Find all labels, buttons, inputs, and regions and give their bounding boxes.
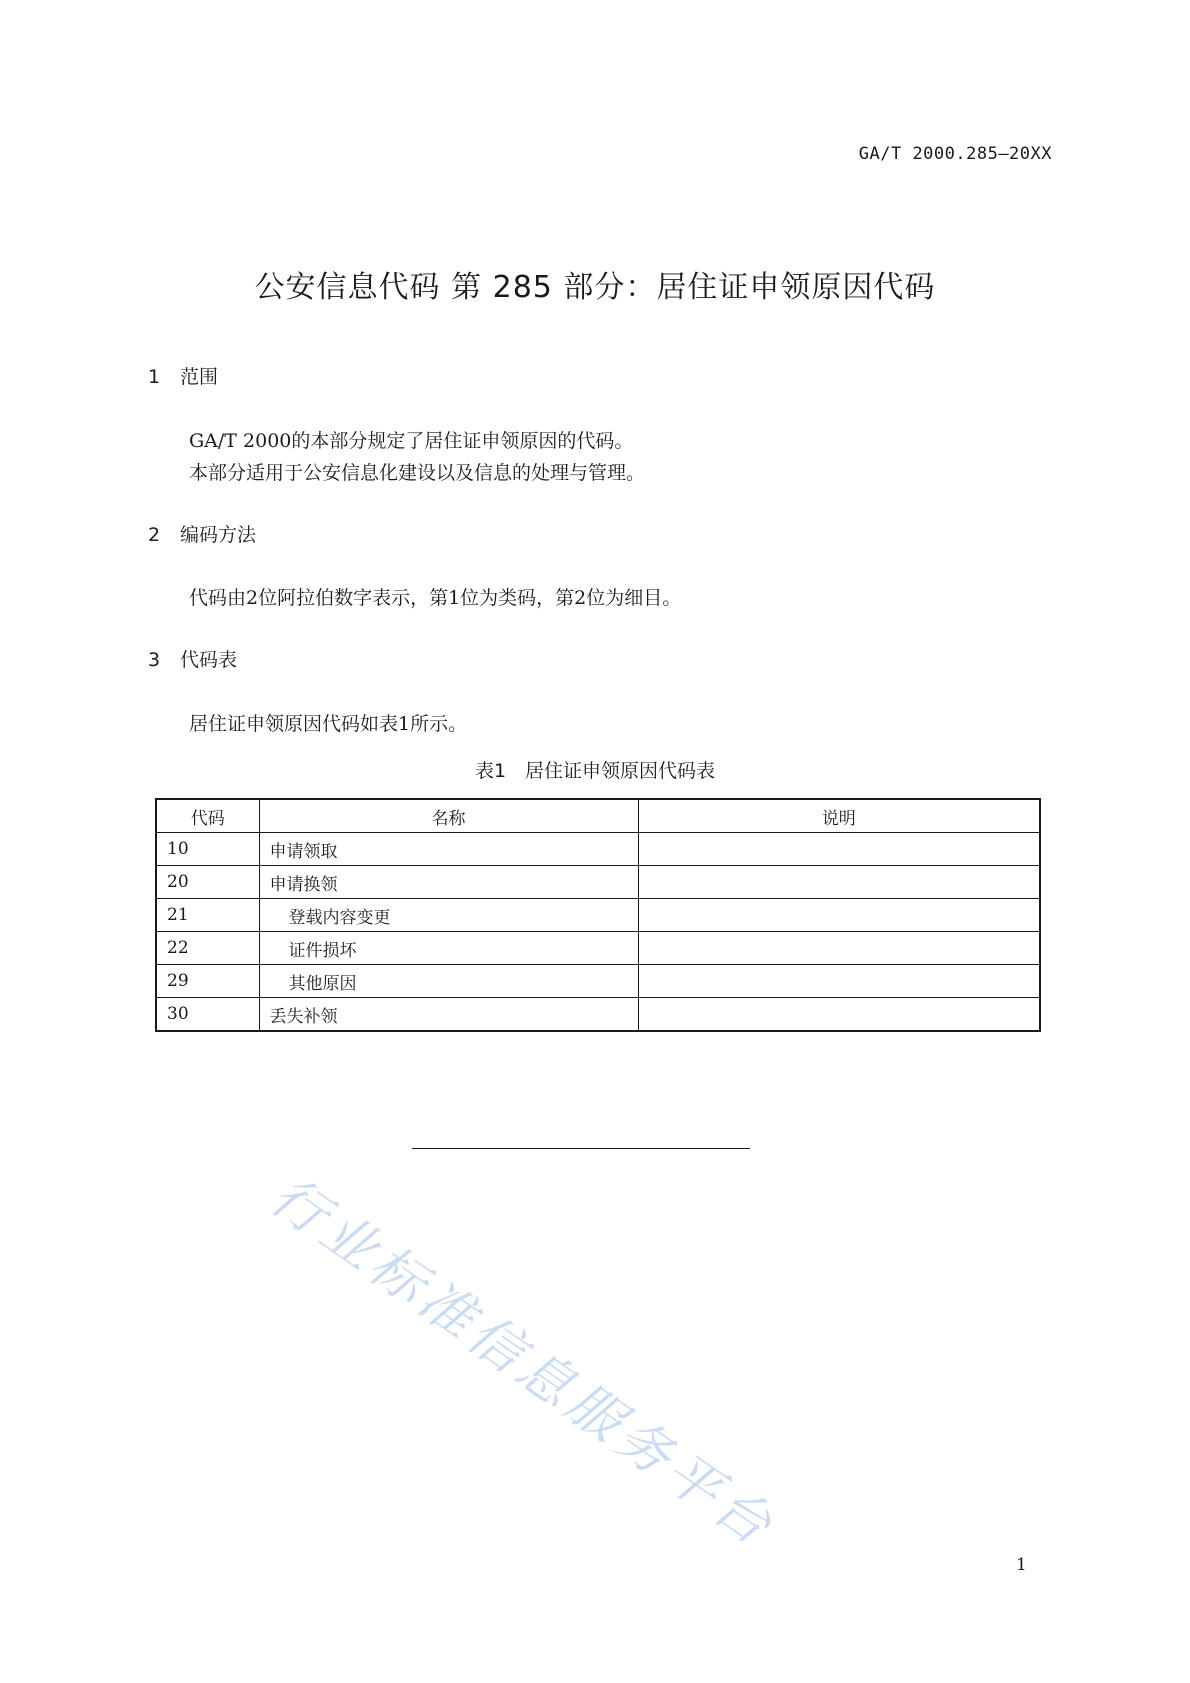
cell-note xyxy=(638,899,1040,932)
table-row xyxy=(156,932,1040,965)
section-heading-method xyxy=(148,520,256,547)
method-paragraph: 代码由2位阿拉伯数字表示，第1位为类码，第2位为细目。 xyxy=(189,587,682,609)
cell-code: 22 xyxy=(156,932,259,965)
page-number: 1 xyxy=(1016,1555,1027,1575)
cell-code: 21 xyxy=(156,899,259,932)
cell-name: 申请换领 xyxy=(259,866,638,899)
cell-note xyxy=(638,998,1040,1032)
scope-paragraph-1: GA/T 2000的本部分规定了居住证申领原因的代码。 xyxy=(189,430,634,452)
section-heading-scope xyxy=(148,362,218,389)
cell-note xyxy=(638,866,1040,899)
table-row xyxy=(156,965,1040,998)
cell-code: 30 xyxy=(156,998,259,1032)
cell-note xyxy=(638,932,1040,965)
table-header-row xyxy=(156,799,1040,833)
table-caption: 表1 居住证申领原因代码表 xyxy=(474,760,716,782)
header-name: 名称 xyxy=(259,799,638,833)
section-number: 1 xyxy=(148,366,161,388)
cell-note xyxy=(638,965,1040,998)
reason-code-table xyxy=(155,798,1041,1032)
cell-name: 申请领取 xyxy=(259,833,638,866)
section-title: 范围 xyxy=(180,366,219,388)
document-title: 公安信息代码 第 285 部分：居住证申领原因代码 xyxy=(254,270,936,305)
header-code: 代码 xyxy=(156,799,259,833)
section-title: 代码表 xyxy=(180,649,238,671)
standard-code: GA/T 2000.285—20XX xyxy=(858,144,1052,164)
cell-code: 10 xyxy=(156,833,259,866)
section-title: 编码方法 xyxy=(180,524,257,546)
table-row xyxy=(156,899,1040,932)
header-note: 说明 xyxy=(638,799,1040,833)
table-row xyxy=(156,866,1040,899)
scope-paragraph-2: 本部分适用于公安信息化建设以及信息的处理与管理。 xyxy=(189,462,646,484)
cell-code: 29 xyxy=(156,965,259,998)
cell-name: 丢失补领 xyxy=(259,998,638,1032)
cell-name: 登载内容变更 xyxy=(259,899,638,932)
table-row xyxy=(156,998,1040,1032)
cell-note xyxy=(638,833,1040,866)
table-row xyxy=(156,833,1040,866)
watermark-text: 行业标准信息服务平台 xyxy=(259,1163,788,1560)
section-number: 2 xyxy=(148,524,161,546)
section-number: 3 xyxy=(148,649,161,671)
cell-name: 证件损坏 xyxy=(259,932,638,965)
cell-code: 20 xyxy=(156,866,259,899)
section-heading-table xyxy=(148,645,237,672)
table-intro-paragraph: 居住证申领原因代码如表1所示。 xyxy=(189,713,468,735)
end-of-document-line xyxy=(412,1148,750,1149)
cell-name: 其他原因 xyxy=(259,965,638,998)
